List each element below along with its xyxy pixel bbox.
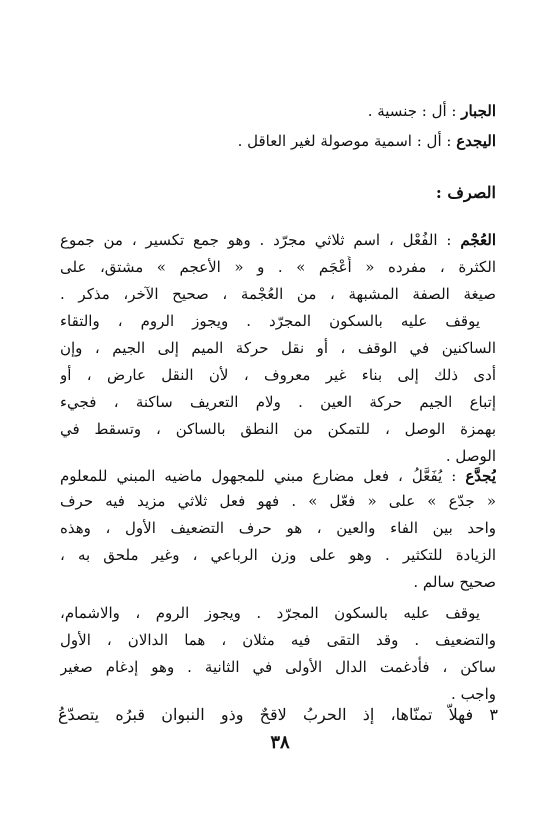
grammar-line [60, 130, 496, 152]
entry-text: : يُفَعَّلُ ، فعل مضارع مبني للمجهول ماضيه المبني للمعلوم [60, 467, 466, 485]
grammar-term: اليجدع [456, 132, 496, 150]
paragraph-line: صحيح سالم . [413, 573, 496, 591]
grammar-line [60, 100, 496, 122]
paragraph-line: صيغة الصفة المشبهة ، من العُجْمة ، صحيح الآخر، مذكر . [60, 285, 496, 303]
paragraph-line [60, 465, 496, 487]
page-number: ٣٨ [270, 732, 290, 753]
paragraph-line: أدى ذلك إلى بناء غير معروف ، لأن النقل عارض ، أو [60, 366, 496, 384]
paragraph-line: واحد بين الفاء والعين ، هو حرف التضعيف الأول ، وهذه [60, 519, 496, 537]
paragraph-line: « جدّع » على « فعّل » . فهو فعل ثلاثي مزيد فيه حرف [60, 492, 496, 510]
paragraph-line: بهمزة الوصل ، للتمكن من النطق بالساكن ، وتسقط في [60, 420, 496, 438]
grammar-text: : أل : جنسية . [367, 102, 462, 120]
entry-text: : الفُعْل ، اسم ثلاثي مجرّد . وهو جمع تكسير ، من جموع [60, 231, 461, 249]
paragraph-line: يوقف عليه بالسكون المجرّد . ويجوز الروم ، والتقاء [60, 312, 480, 330]
paragraph-line: واجب . [451, 685, 496, 703]
paragraph-line: الوصل . [445, 447, 496, 465]
entry-term: العُجْم [460, 231, 496, 249]
paragraph-line: الزيادة للتكثير . وهو على وزن الرباعي ، وغير ملحق به ، [60, 546, 496, 564]
grammar-term: الجبار [461, 102, 496, 120]
paragraph-line: الساكنين في الوقف ، أو نقل حركة الميم إلى الجيم ، وإن [60, 339, 496, 357]
paragraph-line: والتضعيف . وقد التقى فيه مثلان ، هما الدالان ، الأول [60, 631, 496, 649]
entry-term: يُجدَّع [465, 467, 496, 485]
paragraph-line: إتباع الجيم حركة العين . ولام التعريف ساكنة ، فجيء [60, 393, 496, 411]
paragraph-line: ساكن ، فأدغمت الدال الأولى في الثانية . وهو إدغام صغير [60, 658, 496, 676]
paragraph-line: الكثرة ، مفرده « أَعْجَم » . و « الأعجم » مشتق، على [60, 258, 496, 276]
section-heading: الصرف : [435, 183, 496, 202]
grammar-text: : أل : اسمية موصولة لغير العاقل . [237, 132, 457, 150]
paragraph-line [60, 229, 496, 251]
poetry-verse: ٣ فهلاّ تمنّاها، إذ الحربُ لاقحٌ وذو النبوان قبرُه يتصدّعُ [58, 705, 498, 724]
paragraph-line: يوقف عليه بالسكون المجرّد . ويجوز الروم ، والاشمام، [60, 604, 480, 622]
